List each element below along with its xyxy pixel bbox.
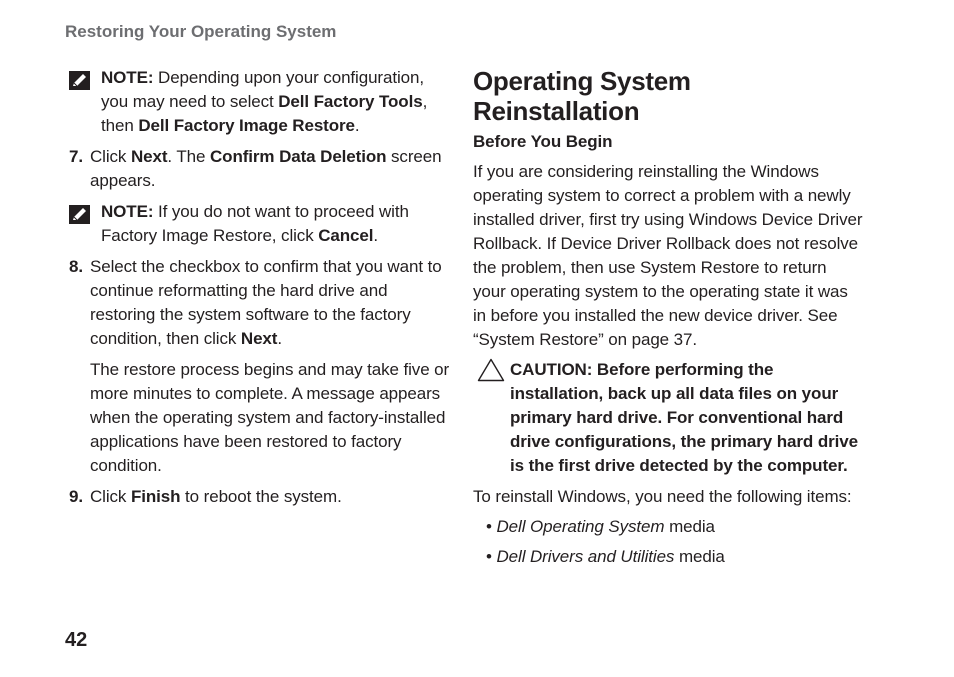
caution-block bbox=[473, 358, 863, 478]
note-factory-tools: NOTE: Depending upon your configuration, you may need to select Dell Factory Tools, then Dell Factory Image Restore. bbox=[65, 66, 455, 138]
intro-paragraph: If you are considering reinstalling the Windows operating system to correct a problem with a newly installed driver, first try using Windows Device Driver Rollback. If Device Driver Rollback does not resolve the problem, then use System Restore to return your operating system to the operating state it was in before you installed the new device driver. See “System Restore” on page 37. bbox=[473, 162, 863, 349]
note-label: NOTE: bbox=[101, 68, 154, 87]
page-number: 42 bbox=[65, 629, 88, 651]
step-7: 7. Click Next. The Confirm Data Deletion screen appears. bbox=[69, 147, 442, 190]
caution-text: CAUTION: Before performing the installation, back up all data files on your primary hard drive. For conventional hard drive configurations, the primary hard drive is the first drive detected by the computer. bbox=[510, 360, 858, 475]
subsection-heading: Before You Begin bbox=[473, 132, 613, 151]
note-pencil-icon bbox=[69, 71, 90, 90]
list-item: • Dell Drivers and Utilities media bbox=[486, 547, 725, 566]
section-heading: Operating System Reinstallation bbox=[473, 66, 691, 126]
right-column bbox=[473, 66, 863, 575]
note-cancel: NOTE: If you do not want to proceed with Factory Image Restore, click Cancel. bbox=[65, 200, 455, 248]
step-number: 9. bbox=[69, 487, 83, 506]
list-item: • Dell Operating System media bbox=[486, 517, 715, 536]
note-pencil-icon bbox=[69, 205, 90, 224]
step-8: 8. Select the checkbox to confirm that you want to continue reformatting the hard drive and restoring the system software to the factory condition, then click Next. bbox=[69, 257, 442, 348]
step-number: 8. bbox=[69, 257, 83, 276]
requirements-paragraph: To reinstall Windows, you need the following items: bbox=[473, 487, 852, 506]
step-8-detail: The restore process begins and may take five or more minutes to complete. A message appears when the operating system and factory-installed applications have been restored to factory condition. bbox=[90, 360, 450, 475]
step-9: 9. Click Finish to reboot the system. bbox=[65, 485, 455, 509]
caution-triangle-icon bbox=[477, 358, 505, 382]
note-label: NOTE: bbox=[101, 202, 154, 221]
step-number: 7. bbox=[69, 147, 83, 166]
page-header: Restoring Your Operating System bbox=[65, 22, 337, 41]
left-column bbox=[65, 66, 455, 516]
